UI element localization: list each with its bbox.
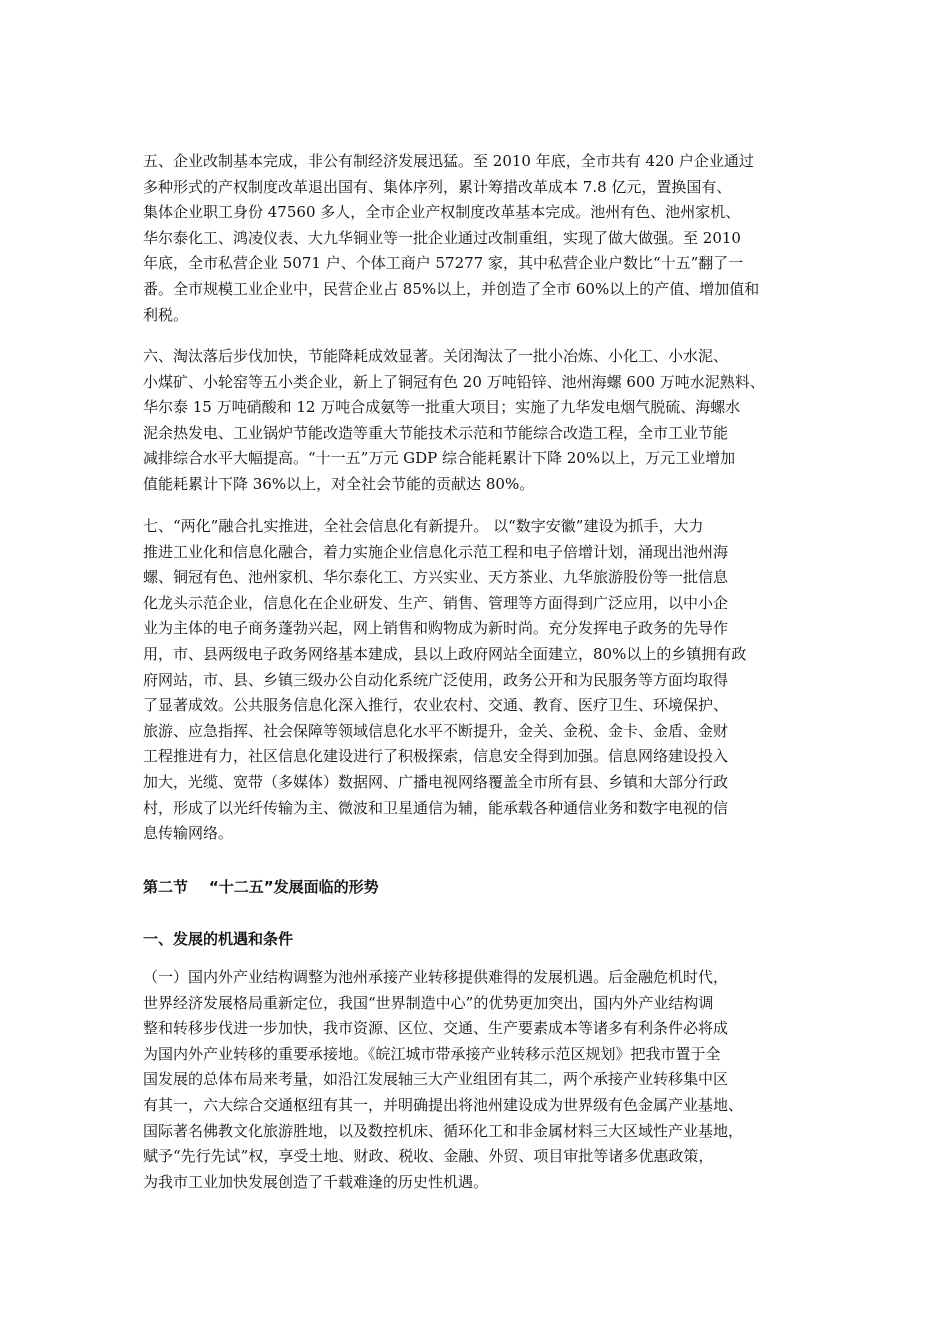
text-line: 年底，全市私营企业 5071 户、个体工商户 57277 家，其中私营企业户数比“十五”翻了一 <box>143 254 744 273</box>
text-line: 为国内外产业转移的重要承接地。《皖江城市带承接产业转移示范区规划》把我市置于全 <box>143 1044 721 1063</box>
text-line: 业为主体的电子商务蓬勃兴起，网上销售和购物成为新时尚。充分发挥电子政务的先导作 <box>143 619 729 638</box>
text-line: 旅游、应急指挥、社会保障等领域信息化水平不断提升，金关、金税、金卡、金盾、金财 <box>143 721 729 740</box>
text-line: 泥余热发电、工业锅炉节能改造等重大节能技术示范和节能综合改造工程，全市工业节能 <box>143 423 729 442</box>
text-line: 赋予“先行先试”权，享受土地、财政、税收、金融、外贸、项目审批等诸多优惠政策， <box>143 1147 714 1166</box>
text-line: 化龙头示范企业，信息化在企业研发、生产、销售、管理等方面得到广泛应用，以中小企 <box>143 593 729 612</box>
text-line: 华尔泰化工、鸿凌仪表、大九华铜业等一批企业通过改制重组，实现了做大做强。至 2010 <box>143 228 741 247</box>
text-line: 用，市、县两级电子政务网络基本建成，县以上政府网站全面建立，80%以上的乡镇拥有政 <box>143 644 747 663</box>
text-line: 值能耗累计下降 36%以上，对全社会节能的贡献达 80%。 <box>143 474 535 493</box>
text-line: 整和转移步伐进一步加快，我市资源、区位、交通、生产要素成本等诸多有利条件必将成 <box>143 1019 729 1038</box>
text-line: 工程推进有力，社区信息化建设进行了积极探索，信息安全得到加强。信息网络建设投入 <box>143 747 729 766</box>
sub-heading: 一、发展的机遇和条件 <box>143 930 294 948</box>
text-line: 五、企业改制基本完成，非公有制经济发展迅猛。至 2010 年底，全市共有 420 户企业通过 <box>143 152 754 170</box>
text-line: 为我市工业加快发展创造了千载难逢的历史性机遇。 <box>143 1172 489 1191</box>
text-line: 国际著名佛教文化旅游胜地，以及数控机床、循环化工和非金属材料三大区域性产业基地， <box>143 1121 744 1140</box>
text-line: 集体企业职工身份 47560 多人，全市企业产权制度改革基本完成。池州有色、池州家机、 <box>143 203 741 222</box>
text-line: 番。全市规模工业企业中，民营企业占 85%以上，并创造了全市 60%以上的产值、增加值和 <box>143 279 760 298</box>
text-line: 多种形式的产权制度改革退出国有、集体序列，累计筹措改革成本 7.8 亿元，置换国有、 <box>143 177 732 196</box>
text-line: 七、“两化”融合扎实推进，全社会信息化有新提升。 以“数字安徽”建设为抓手，大力 <box>143 517 704 535</box>
text-line: 村，形成了以光纤传输为主、微波和卫星通信为辅，能承载各种通信业务和数字电视的信 <box>143 798 729 817</box>
text-line: 减排综合水平大幅提高。“十一五”万元 GDP 综合能耗累计下降 20%以上，万元工业增加 <box>143 449 736 468</box>
text-line: 国发展的总体布局来考量，如沿江发展轴三大产业组团有其二，两个承接产业转移集中区 <box>143 1070 729 1089</box>
text-line: 螺、铜冠有色、池州家机、华尔泰化工、方兴实业、天方茶业、九华旅游股份等一批信息 <box>143 568 729 587</box>
text-line: 利税。 <box>143 305 189 324</box>
section-heading: 第二节 “十二五”发展面临的形势 <box>143 878 379 896</box>
text-line: 加大，光缆、宽带（多媒体）数据网、广播电视网络覆盖全市所有县、乡镇和大部分行政 <box>143 772 729 791</box>
text-line: 世界经济发展格局重新定位，我国“世界制造中心”的优势更加突出，国内外产业结构调 <box>143 993 714 1012</box>
text-line: 华尔泰 15 万吨硝酸和 12 万吨合成氨等一批重大项目；实施了九华发电烟气脱硫、海螺水 <box>143 398 741 417</box>
text-line: 府网站，市、县、乡镇三级办公自动化系统广泛使用，政务公开和为民服务等方面均取得 <box>143 670 729 689</box>
paragraph-informatization <box>143 514 815 847</box>
text-line: 了显著成效。公共服务信息化深入推行，农业农村、交通、教育、医疗卫生、环境保护、 <box>143 696 729 715</box>
text-line: 六、淘汰落后步伐加快，节能降耗成效显著。关闭淘汰了一批小冶炼、小化工、小水泥、 <box>143 347 729 365</box>
paragraph-enterprise-reform <box>143 149 815 328</box>
paragraph-opportunity <box>143 965 815 1195</box>
text-line: 有其一，六大综合交通枢纽有其一，并明确提出将池州建设成为世界级有色金属产业基地、 <box>143 1095 744 1114</box>
text-line: （一）国内外产业结构调整为池州承接产业转移提供难得的发展机遇。后金融危机时代， <box>143 968 729 986</box>
text-line: 推进工业化和信息化融合，着力实施企业信息化示范工程和电子倍增计划，涌现出池州海 <box>143 542 729 561</box>
text-line: 小煤矿、小轮窑等五小类企业，新上了铜冠有色 20 万吨铅锌、池州海螺 600 万吨水泥熟料、 <box>143 372 765 391</box>
paragraph-energy-saving <box>143 344 815 498</box>
text-line: 息传输网络。 <box>143 824 234 843</box>
